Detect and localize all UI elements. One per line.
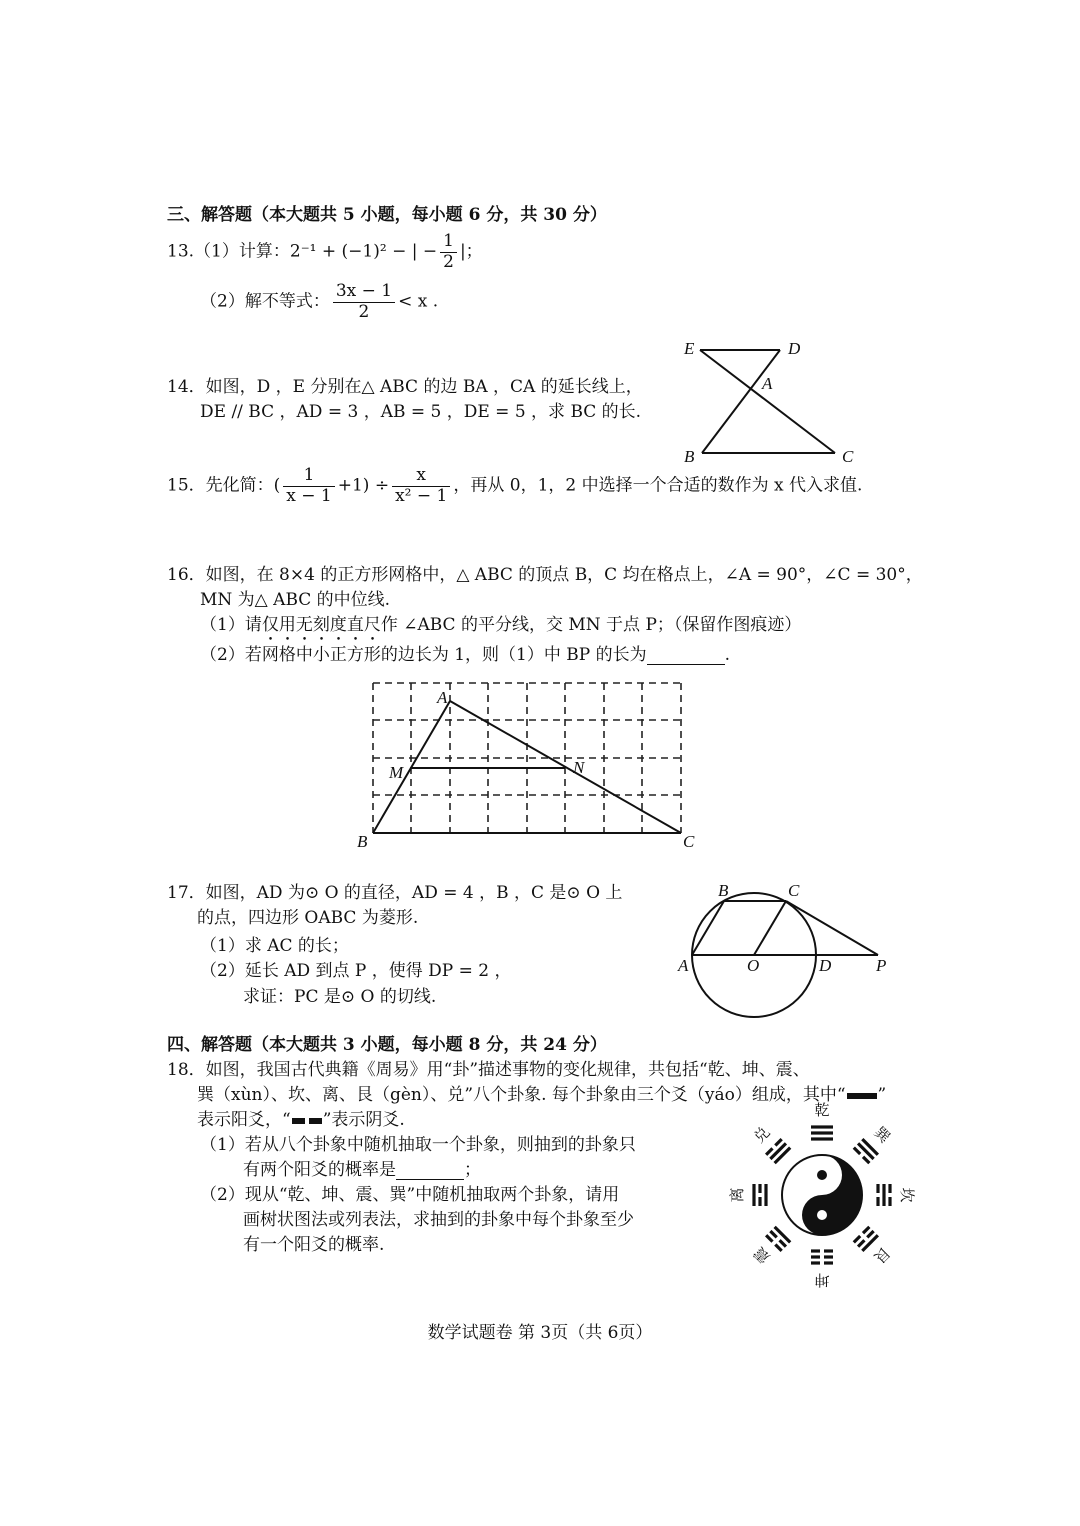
page-footer: 数学试题卷 第 3页（共 6页） (427, 1323, 653, 1343)
label-c: C (842, 447, 854, 466)
q17-part2-proof: 求证：PC 是⊙ O 的切线. (243, 987, 437, 1007)
answer-blank[interactable] (647, 644, 725, 665)
q17-line1: 17．如图，AD 为⊙ O 的直径，AD = 4 ，B ，C 是⊙ O 上 (167, 883, 623, 903)
q17-part1: （1）求 AC 的长； (200, 936, 349, 956)
label-p: P (876, 956, 887, 975)
label-b: B (357, 832, 368, 851)
q13-expression: 2⁻¹ + (−1)² − | − (289, 241, 438, 262)
yin-line-symbol (292, 1118, 322, 1124)
q15-line: 15．先化简：( $\frac{1}{x - 1}$ +1) ÷ $\frac{x}{\text{x² − 1}}$ ，再从 0，1，2 中选择一个合适的数作为 x 代入求值. (167, 465, 863, 506)
label-xun: 巽 (870, 1123, 894, 1147)
emphasis-text: 仅用无刻度直尺 (261, 615, 381, 635)
label-li: 离 (728, 1187, 746, 1203)
trigram-zhen (765, 1226, 791, 1252)
q18-line2: 巽（xùn）、坎、离、艮（gèn）、兑”八个卦象. 每个卦象由三个爻（yáo）组成，其中“ ” (197, 1085, 887, 1105)
label-gen: 艮 (870, 1243, 894, 1267)
label-c: C (683, 832, 695, 851)
q16-line1: 16．如图，在 8×4 的正方形网格中，△ ABC 的顶点 B，C 均在格点上，∠A = 90°，∠C = 30°， (167, 565, 923, 585)
label-d: D (819, 956, 832, 975)
q18-part2-b: 画树状图法或列表法，求抽到的卦象中每个卦象至少 (243, 1210, 634, 1230)
trigram-xun (853, 1138, 879, 1164)
q14-line2: DE // BC ，AD = 3 ，AB = 5 ，DE = 5 ，求 BC 的长. (200, 402, 642, 422)
q16-part2: （2）若网格中小正方形的边长为 1，则（1）中 BP 的长为 . (200, 645, 730, 665)
q13-inequality-fraction: $\frac{3x - 1}{2}$ (333, 282, 395, 322)
segment-co (754, 901, 786, 955)
label-d: D (788, 339, 801, 358)
grid-lines (373, 683, 681, 833)
q15-fraction-1: $\frac{1}{x - 1}$ (283, 466, 334, 506)
q17-part2: （2）延长 AD 到点 P ，使得 DP = 2 ， (200, 961, 512, 981)
q18-part2-a: （2）现从“乾、坤、震、巽”中随机抽取两个卦象，请用 (200, 1185, 620, 1205)
label-dui: 兑 (750, 1123, 774, 1147)
label-qian: 乾 (814, 1101, 830, 1119)
trigram-kun (811, 1249, 833, 1264)
q13-number: 13. (167, 241, 195, 262)
label-a: A (678, 956, 689, 975)
q13-part1: 13.（1）计算：2⁻¹ + (−1)² − | − $\frac{1}{2}$ |； (167, 231, 483, 272)
q13-fraction: $\frac{1}{2}$ (440, 232, 457, 272)
q14-line1: 14．如图，D ，E 分别在△ ABC 的边 BA ，CA 的延长线上， (167, 377, 643, 397)
label-a: A (437, 688, 448, 707)
q13-part2: （2）解不等式： $\frac{3x - 1}{2}$ < x . (200, 281, 439, 322)
label-a: A (762, 374, 773, 393)
trigram-kan (876, 1184, 891, 1206)
q18-part2-c: 有一个阳爻的概率. (243, 1235, 385, 1255)
q18-part1-b: 有两个阳爻的概率是 ； (243, 1160, 481, 1180)
label-n: N (573, 758, 585, 777)
q14-figure (670, 335, 870, 470)
trigram-qian (811, 1125, 833, 1140)
bagua-figure (722, 1100, 922, 1295)
label-kan: 坎 (898, 1187, 916, 1203)
q16-part1: （1）请仅用无刻度直尺作 ∠ABC 的平分线，交 MN 于点 P；（保留作图痕迹） (200, 615, 802, 635)
trigram-gen (853, 1226, 879, 1252)
q15-fraction-2: $\frac{x}{\text{x² − 1}}$ (392, 466, 450, 506)
section3-heading: 三、解答题（本大题共 5 小题，每小题 6 分，共 30 分） (167, 205, 607, 225)
q18-line1: 18．如图，我国古代典籍《周易》用“卦”描述事物的变化规律，共包括“乾、坤、震、 (167, 1060, 810, 1080)
q18-part1-a: （1）若从八个卦象中随机抽取一个卦象，则抽到的卦象只 (200, 1135, 636, 1155)
section4-heading: 四、解答题（本大题共 3 小题，每小题 8 分，共 24 分） (167, 1035, 607, 1055)
label-kun: 坤 (814, 1271, 830, 1289)
trigram-dui (765, 1138, 791, 1164)
q18-line3: 表示阳爻，“ ”表示阴爻. (197, 1110, 405, 1130)
label-e: E (684, 339, 695, 358)
label-b: B (718, 881, 729, 900)
label-m: M (389, 763, 404, 782)
yin-yang-icon (782, 1155, 862, 1235)
segment-cp (786, 901, 878, 955)
segment-ab (692, 901, 724, 955)
answer-blank[interactable] (396, 1159, 464, 1180)
label-c: C (788, 881, 800, 900)
q17-line2: 的点，四边形 OABC 为菱形. (197, 908, 419, 928)
q16-line2: MN 为△ ABC 的中位线. (200, 590, 391, 610)
label-o: O (747, 956, 760, 975)
q16-grid-figure (355, 675, 705, 855)
label-b: B (684, 447, 695, 466)
q17-circle-figure (670, 878, 900, 1023)
label-zhen: 震 (750, 1243, 774, 1267)
yang-line-symbol (847, 1093, 877, 1099)
trigram-li (752, 1184, 767, 1206)
